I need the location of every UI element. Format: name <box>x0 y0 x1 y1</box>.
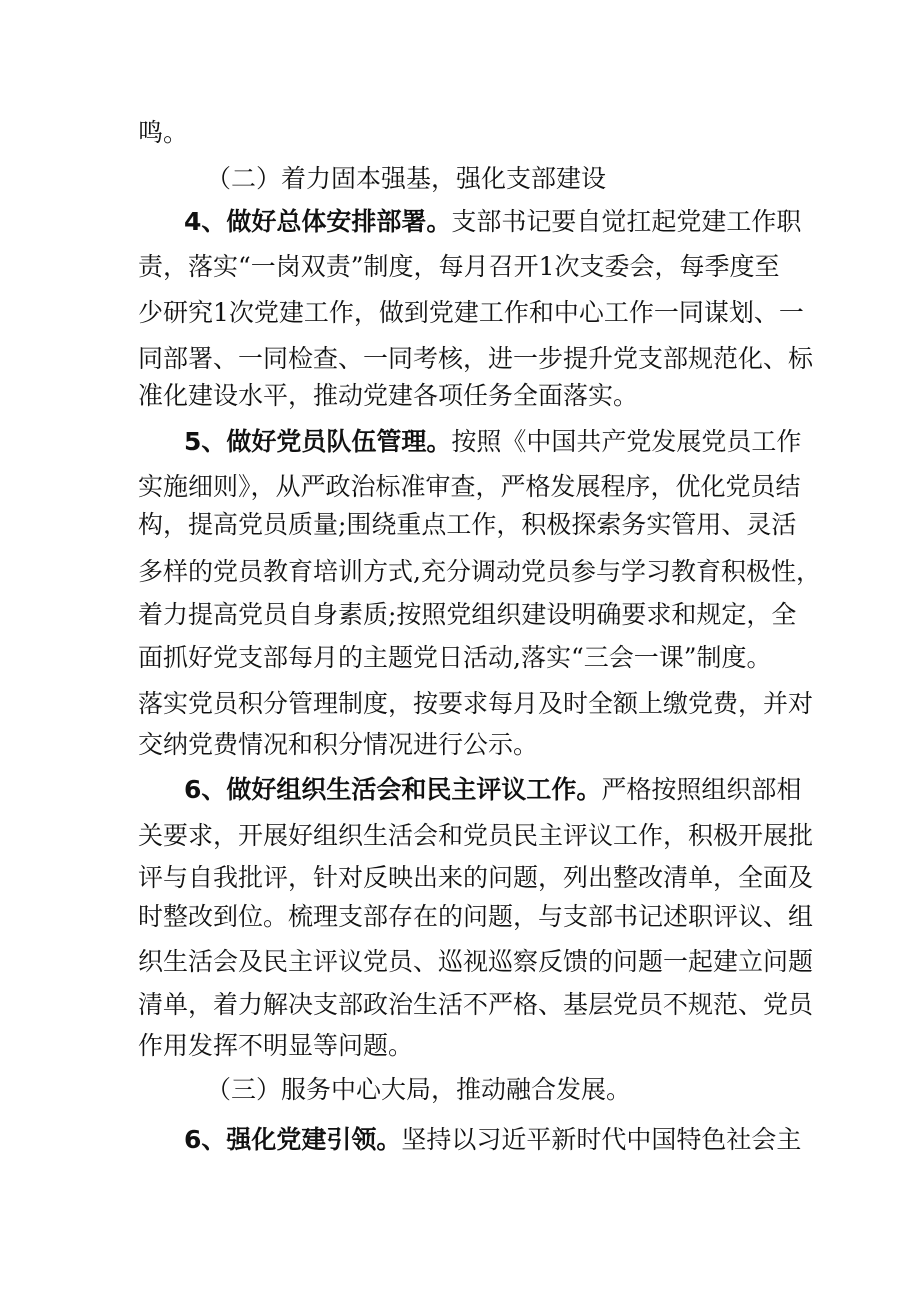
item-4-line: 责，落实“一岗双责”制度，每月召开1次支委会，每季度至 <box>138 252 780 281</box>
item-5-text: 按照《中国共产党发展党员工作 <box>451 427 802 456</box>
item-6a-text: 严格按照组织部相 <box>601 775 802 804</box>
item-4-text: 支部书记要自觉扛起党建工作职 <box>451 207 802 236</box>
item-6a-line: 评与自我批评，针对反映出来的问题，列出整改清单，全面及 <box>138 863 814 892</box>
item-6a-heading: 6、做好组织生活会和民主评议工作。 <box>184 775 602 804</box>
item-4-heading: 4、做好总体安排部署。 <box>184 207 452 236</box>
item-4-line: 少研究1次党建工作，做到党建工作和中心工作一同谋划、一 <box>138 298 804 327</box>
item-5-line: 落实党员积分管理制度，按要求每月及时全额上缴党费，并对 <box>138 689 814 718</box>
item-5-line: 着力提高党员自身素质;按照党组织建设明确要求和规定，全 <box>138 600 797 629</box>
item-6b-heading: 6、强化党建引领。 <box>184 1125 402 1154</box>
item-6a-paragraph-line <box>184 772 844 808</box>
item-6a-line: 织生活会及民主评议党员、巡视巡察反馈的问题一起建立问题 <box>138 947 814 976</box>
item-5-line: 多样的党员教育培训方式,充分调动党员参与学习教育积极性， <box>138 557 821 586</box>
item-6a-line: 关要求，开展好组织生活会和党员民主评议工作，积极开展批 <box>138 821 814 850</box>
section-3-heading: （三）服务中心大局，推动融合发展。 <box>206 1075 632 1104</box>
item-5-line: 构，提高党员质量;围绕重点工作，积极探索务实管用、灵活 <box>138 510 797 539</box>
section-2-heading: （二）着力固本强基，强化支部建设 <box>206 164 607 193</box>
item-5-heading: 5、做好党员队伍管理。 <box>184 427 452 456</box>
item-6a-line: 时整改到位。梳理支部存在的问题，与支部书记述职评议、组 <box>138 902 814 931</box>
item-4-line: 同部署、一同检查、一同考核，进一步提升党支部规范化、标 <box>138 344 814 373</box>
item-5-paragraph-line <box>184 424 844 460</box>
item-6b-paragraph-line <box>184 1122 844 1158</box>
item-4-paragraph-line <box>184 204 844 240</box>
item-5-line: 实施细则》，从严政治标准审查，严格发展程序，优化党员结 <box>138 472 801 501</box>
item-6b-text: 坚持以习近平新时代中国特色社会主 <box>401 1125 802 1154</box>
item-5-line: 交纳党费情况和积分情况进行公示。 <box>138 730 539 759</box>
opening-fragment: 鸣。 <box>138 118 189 147</box>
item-5-line: 面抓好党支部每月的主题党日活动,落实“三会一课”制度。 <box>138 643 772 672</box>
item-6a-line: 清单，着力解决支部政治生活不严格、基层党员不规范、党员 <box>138 990 814 1019</box>
item-6a-line: 作用发挥不明显等问题。 <box>138 1031 414 1060</box>
item-4-line: 准化建设水平，推动党建各项任务全面落实。 <box>138 381 639 410</box>
